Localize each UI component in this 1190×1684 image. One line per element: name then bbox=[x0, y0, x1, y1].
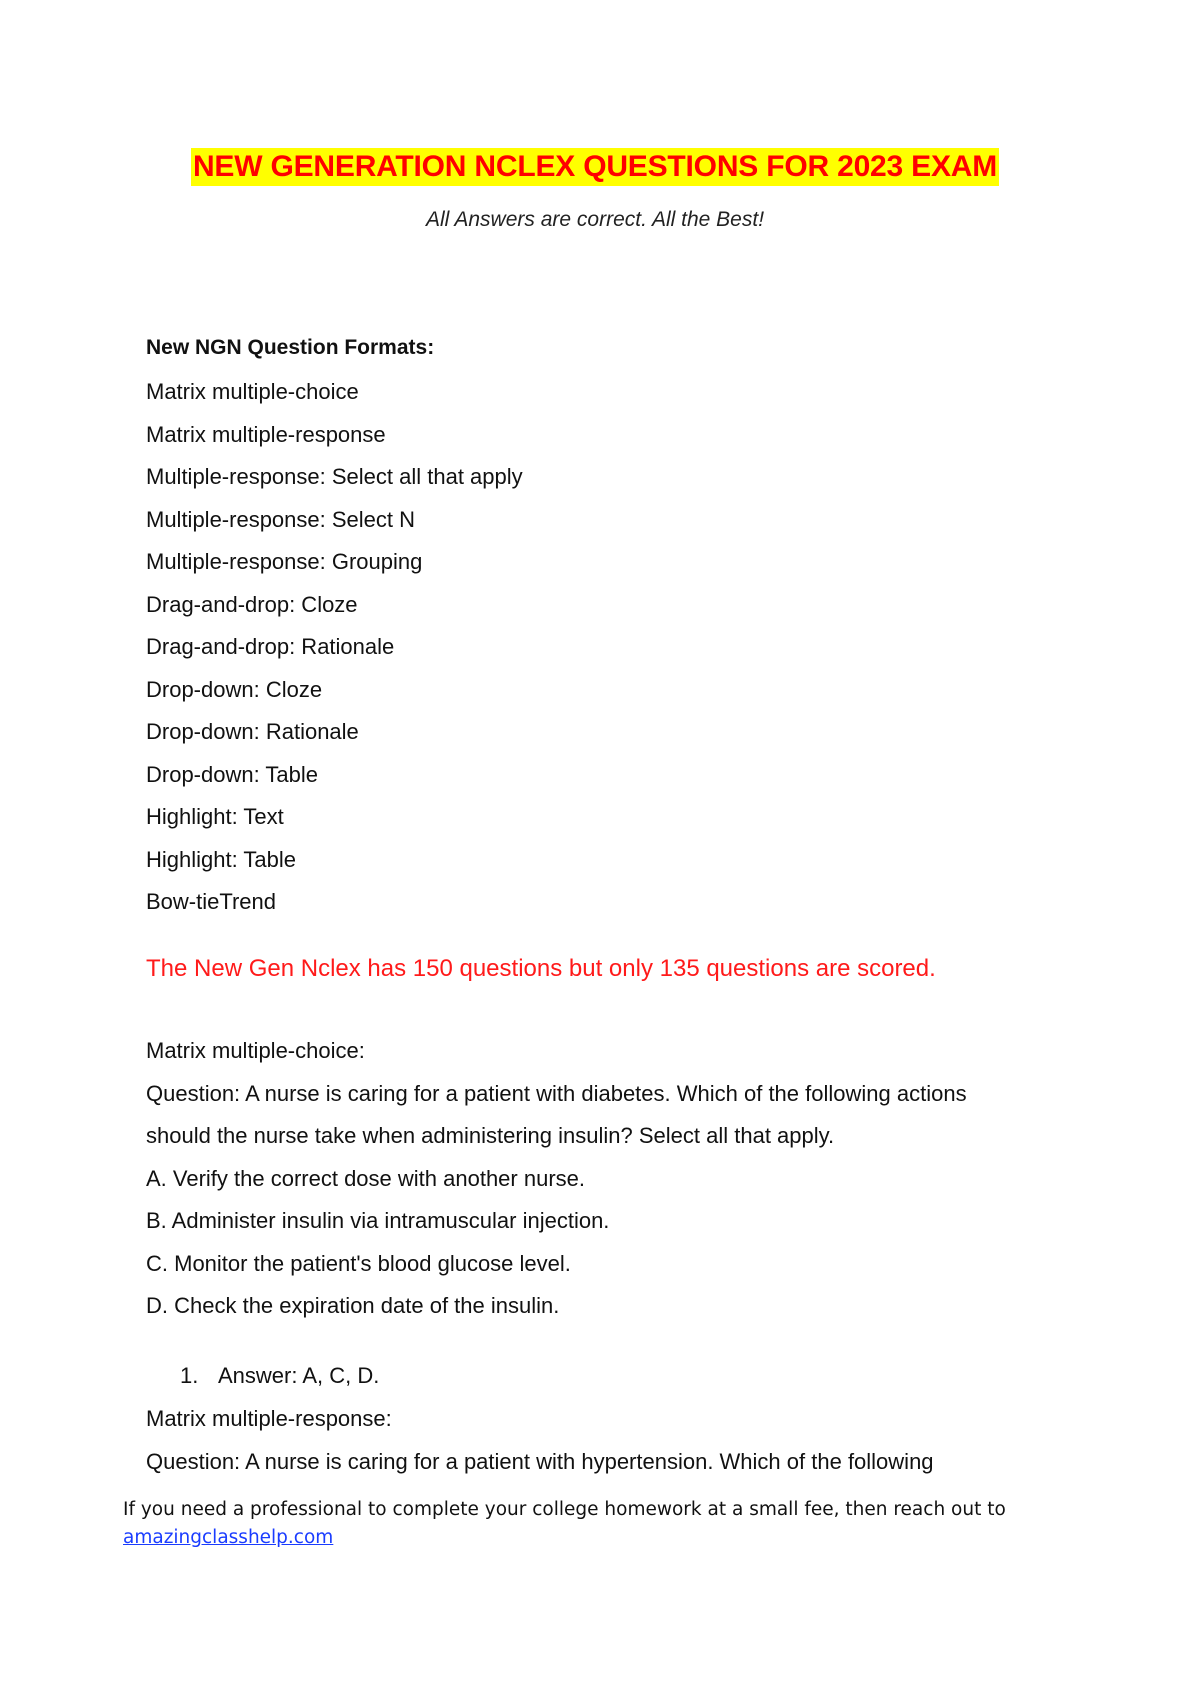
footer-link[interactable]: amazingclasshelp.com bbox=[123, 1527, 334, 1548]
format-item: Drop-down: Cloze bbox=[146, 676, 323, 702]
formats-heading: New NGN Question Formats: bbox=[146, 336, 435, 359]
format-item: Bow-tieTrend bbox=[146, 889, 277, 914]
page-title: NEW GENERATION NCLEX QUESTIONS FOR 2023 EXAM bbox=[191, 148, 999, 186]
format-item: Multiple-response: Select all that apply bbox=[146, 464, 523, 489]
answer-option: B. Administer insulin via intramuscular injection. bbox=[146, 1208, 610, 1233]
question-1 bbox=[146, 1030, 1066, 1328]
format-item: Drop-down: Rationale bbox=[146, 719, 359, 744]
format-item: Multiple-response: Grouping bbox=[146, 549, 423, 574]
formats-list bbox=[146, 371, 523, 924]
scoring-note: The New Gen Nclex has 150 questions but only 135 questions are scored. bbox=[146, 955, 936, 982]
page-footer bbox=[123, 1496, 1073, 1552]
question-text-line: Question: A nurse is caring for a patient with hypertension. Which of the following bbox=[146, 1448, 934, 1474]
format-item: Drop-down: Table bbox=[146, 761, 319, 787]
format-item: Multiple-response: Select N bbox=[146, 506, 416, 532]
answer-text: Answer: A, C, D. bbox=[218, 1363, 380, 1388]
footer-text: If you need a professional to complete your college homework at a small fee, then reach out to bbox=[123, 1499, 1006, 1520]
title-container bbox=[0, 148, 1190, 186]
question-text-line: should the nurse take when administering insulin? Select all that apply. bbox=[146, 1123, 835, 1148]
answer-list-item bbox=[180, 1355, 379, 1398]
format-item: Drag-and-drop: Cloze bbox=[146, 591, 358, 617]
format-item: Matrix multiple-choice bbox=[146, 379, 359, 404]
format-item: Highlight: Text bbox=[146, 804, 284, 829]
question-type: Matrix multiple-response: bbox=[146, 1406, 392, 1431]
answer-option: D. Check the expiration date of the insulin. bbox=[146, 1293, 560, 1318]
answer-option: A. Verify the correct dose with another nurse. bbox=[146, 1165, 586, 1191]
question-type: Matrix multiple-choice: bbox=[146, 1038, 365, 1063]
question-2 bbox=[146, 1398, 1066, 1483]
format-item: Drag-and-drop: Rationale bbox=[146, 634, 395, 659]
answer-option: C. Monitor the patient's blood glucose level. bbox=[146, 1250, 571, 1276]
format-item: Highlight: Table bbox=[146, 846, 297, 872]
question-text-line: Question: A nurse is caring for a patient with diabetes. Which of the following actions bbox=[146, 1080, 967, 1106]
page-subtitle: All Answers are correct. All the Best! bbox=[425, 208, 765, 231]
answer-number: 1. bbox=[180, 1363, 199, 1388]
format-item: Matrix multiple-response bbox=[146, 421, 386, 447]
